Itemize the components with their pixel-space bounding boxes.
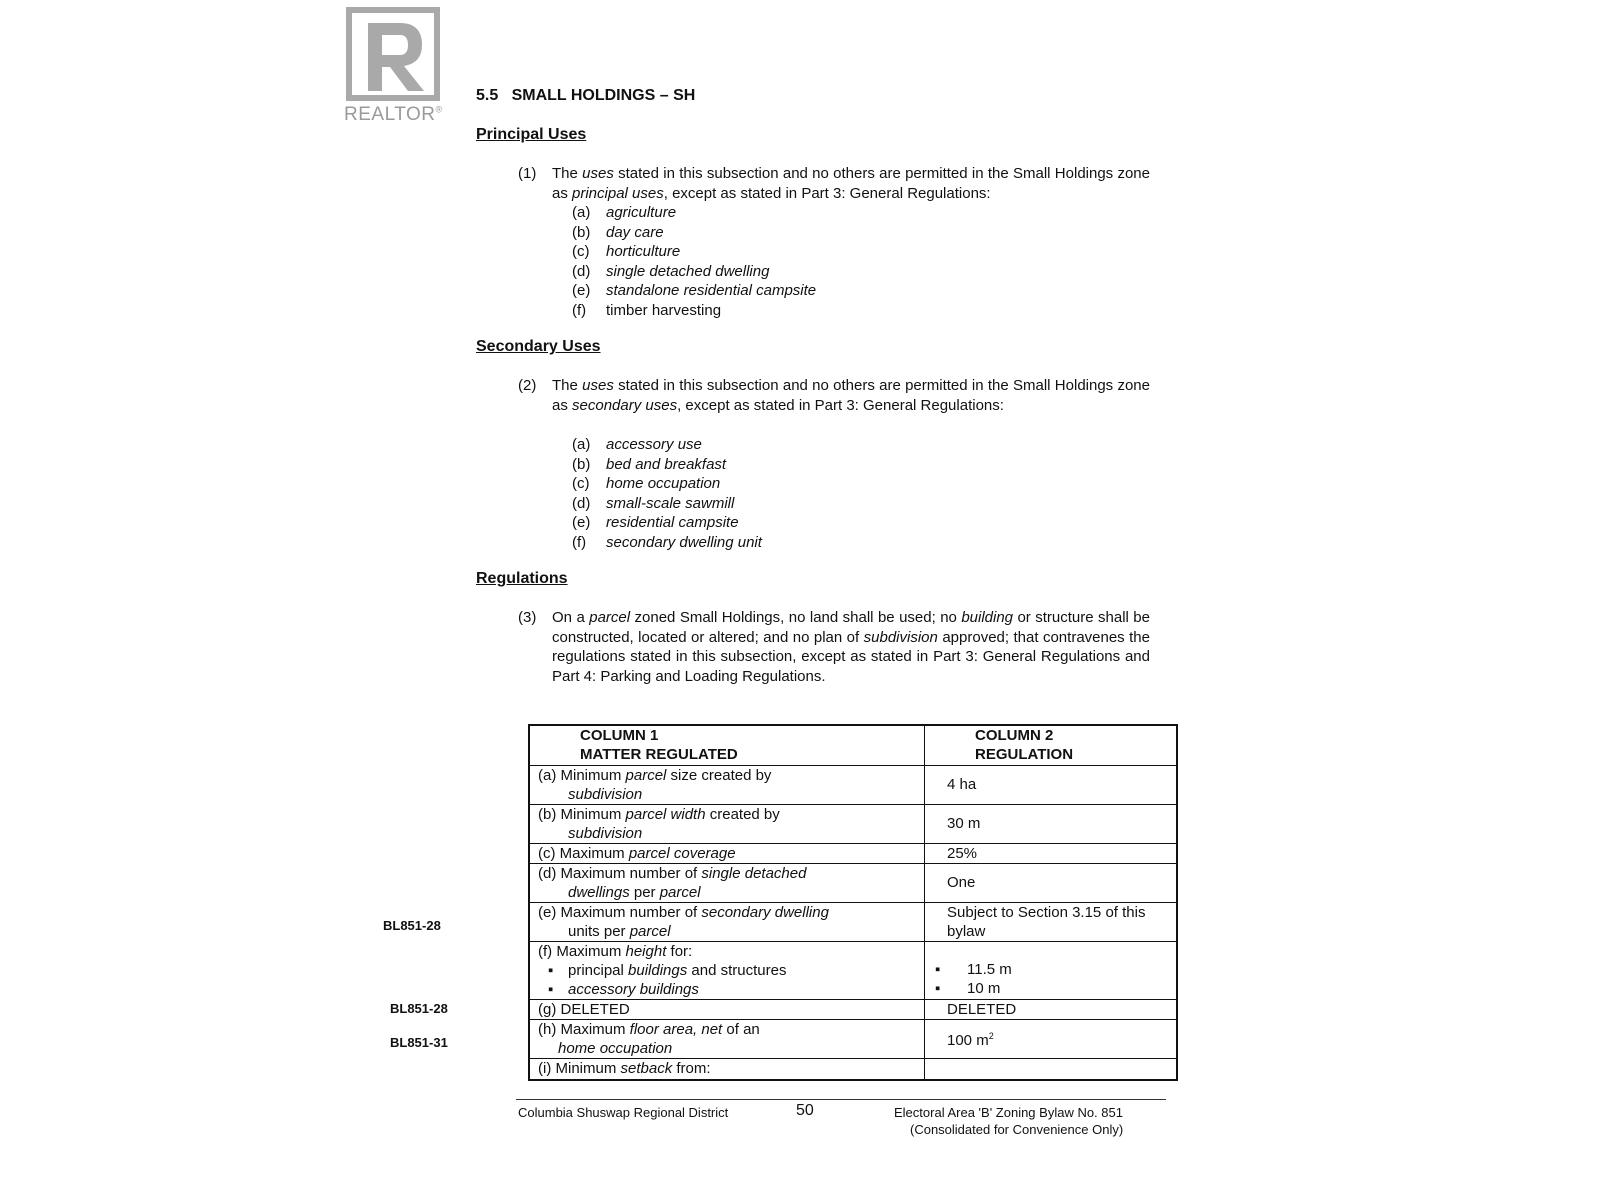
margin-note: BL851-28 — [383, 918, 441, 933]
table-row: (a) Minimum parcel size created by subdivision 4 ha — [529, 765, 1177, 804]
principal-uses-heading: Principal Uses — [476, 126, 587, 143]
footer-right-line1: Electoral Area 'B' Zoning Bylaw No. 851 — [894, 1105, 1123, 1120]
realtor-r-icon — [346, 7, 440, 101]
section-title: SMALL HOLDINGS – SH — [511, 87, 696, 104]
column-1-header: COLUMN 1 MATTER REGULATED — [529, 725, 925, 765]
realtor-logo-text: REALTOR® — [344, 104, 443, 125]
table-row: (b) Minimum parcel width created by subdivision 30 m — [529, 804, 1177, 843]
realtor-logo — [346, 7, 440, 101]
margin-note: BL851-28 — [390, 1001, 448, 1016]
table-row: (g) DELETED DELETED — [529, 999, 1177, 1019]
principal-uses-paragraph: (1) The uses stated in this subsection and no others are permitted in the Small Holdings zone as principal uses, except as stated in Part 3: General Regulations: — [518, 165, 1150, 202]
footer-right-line2: (Consolidated for Convenience Only) — [910, 1122, 1124, 1137]
footer-left: Columbia Shuswap Regional District — [518, 1105, 729, 1120]
secondary-uses-heading: Secondary Uses — [476, 338, 601, 355]
table-row: (h) Maximum floor area, net of an home occupation 100 $m^2$ — [529, 1019, 1177, 1058]
table-row: (d) Maximum number of single detached dwellings per parcel One — [529, 863, 1177, 902]
regulations-table — [528, 724, 1178, 1081]
secondary-uses-paragraph: (2) The uses stated in this subsection and no others are permitted in the Small Holdings zone as secondary uses, except as stated in Part 3: General Regulations: — [518, 377, 1150, 414]
regulations-paragraph: (3) On a parcel zoned Small Holdings, no land shall be used; no building or structure shall be constructed, located or altered; and no plan of subdivision approved; that contravenes the regulations stated in this subsection, except as stated in Part 3: General Regulations and Part 4: Parking and Loading Regulations. — [518, 609, 1150, 685]
column-2-header: COLUMN 2 REGULATION — [925, 725, 1178, 765]
section-number: 5.5 — [476, 87, 499, 104]
regulations-heading: Regulations — [476, 570, 568, 587]
section-heading — [476, 87, 695, 105]
margin-note: BL851-31 — [390, 1035, 448, 1050]
footer-divider — [516, 1099, 1166, 1100]
table-row: (i) Minimum setback from: — [529, 1058, 1177, 1080]
table-row: (e) Maximum number of secondary dwelling units per parcel Subject to Section 3.15 of this bylaw — [529, 902, 1177, 941]
table-row: (f) Maximum height for: ▪ principal buildings and structures ▪ accessory buildings ▪ 11.5 m ▪ 10 m — [529, 941, 1177, 999]
page-number: 50 — [796, 1102, 814, 1119]
table-row: (c) Maximum parcel coverage 25% — [529, 843, 1177, 863]
table-header-row — [529, 725, 1177, 765]
